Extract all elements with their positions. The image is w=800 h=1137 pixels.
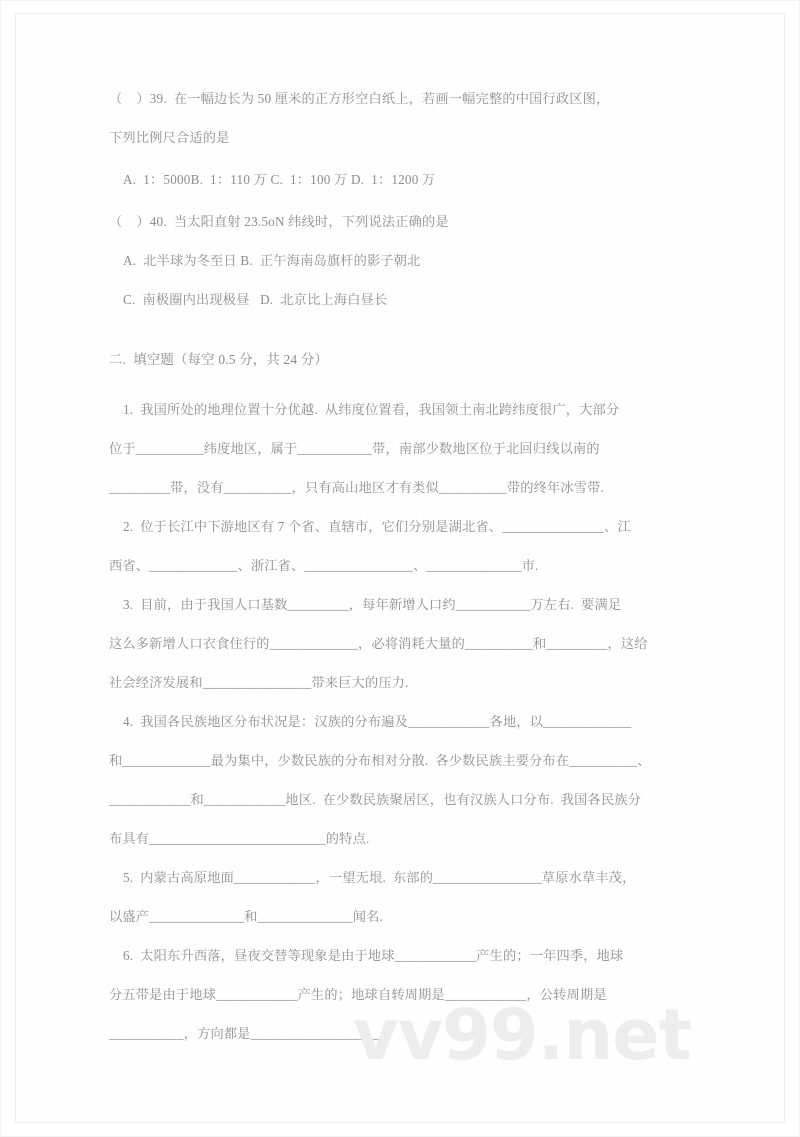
- fill-question-4-line-4: 布具有__________________________的特点.: [109, 831, 370, 846]
- fill-question-6-line-2: 分五带是由于地球____________产生的；地球自转周期是____________，公转周期是: [109, 987, 607, 1002]
- choice-question-39: [109, 79, 689, 199]
- question-39-options: A. 1：5000B. 1：110 万 C. 1：100 万 D. 1：1200 万: [109, 172, 436, 187]
- fill-question-2-line-1: 2. 位于长江中下游地区有 7 个省、直辖市，它们分别是湖北省、_______________、江: [109, 519, 631, 534]
- fill-question-3-line-3: 社会经济发展和________________带来巨大的压力.: [109, 675, 409, 690]
- fill-question-3-line-2: 这么多新增人口衣食住行的_____________，必将消耗大量的__________和_________，这给: [109, 636, 648, 651]
- fill-question-4-line-1: 4. 我国各民族地区分布状况是：汉族的分布遍及____________各地，以_____________: [109, 714, 632, 729]
- fill-question-2: [109, 507, 689, 585]
- choice-question-40: [109, 202, 689, 319]
- fill-question-5-line-2: 以盛产______________和______________闻名.: [109, 909, 384, 924]
- fill-question-4-line-2: 和_____________最为集中，少数民族的分布相对分散. 各少数民族主要分布在__________、: [109, 753, 651, 768]
- fill-in-section: [109, 342, 689, 1053]
- fill-question-5-line-1: 5. 内蒙古高原地面____________，一望无垠. 东部的________________草原水草丰茂，: [109, 870, 636, 885]
- fill-question-3-line-1: 3. 目前，由于我国人口基数_________，每年新增人口约___________万左右. 要满足: [109, 597, 622, 612]
- fill-question-1: [109, 390, 689, 507]
- fill-question-6-line-1: 6. 太阳东升西落，昼夜交替等现象是由于地球____________产生的；一年四季，地球: [109, 948, 624, 963]
- fill-question-1-line-3: _________带，没有__________，只有高山地区才有类似__________带的终年冰雪带.: [109, 480, 605, 495]
- question-40-options-ab: A. 北半球为冬至日 B. 正午海南岛旗杆的影子朝北: [109, 253, 421, 268]
- fill-in-section-heading: 二. 填空题（每空 0.5 分，共 24 分）: [109, 352, 329, 367]
- fill-question-1-line-2: 位于__________纬度地区，属于___________带，南部少数地区位于北回归线以南的: [109, 441, 600, 456]
- document-body: [109, 79, 689, 1053]
- fill-question-5: [109, 858, 689, 936]
- fill-question-6-line-3: ___________，方向都是____________________.: [109, 1026, 391, 1041]
- fill-question-2-line-2: 西省、_____________、浙江省、________________、______________市.: [109, 558, 539, 573]
- fill-question-4-line-3: ____________和____________地区. 在少数民族聚居区，也有汉族人口分布. 我国各民族分: [109, 792, 642, 807]
- site-watermark: vv99.net: [353, 994, 692, 1076]
- question-39-line-1: （ ）39. 在一幅边长为 50 厘米的正方形空白纸上，若画一幅完整的中国行政区图，: [109, 91, 610, 106]
- question-40-options-cd: C. 南极圈内出现极昼 D. 北京比上海白昼长: [109, 292, 388, 307]
- question-40-line-1: （ ）40. 当太阳直射 23.5oN 纬线时，下列说法正确的是: [109, 214, 449, 229]
- fill-question-1-line-1: 1. 我国所处的地理位置十分优越. 从纬度位置看，我国领土南北跨纬度很广，大部分: [109, 402, 620, 417]
- question-39-line-2: 下列比例尺合适的是: [109, 130, 230, 145]
- fill-question-3: [109, 585, 689, 702]
- fill-question-4: [109, 702, 689, 858]
